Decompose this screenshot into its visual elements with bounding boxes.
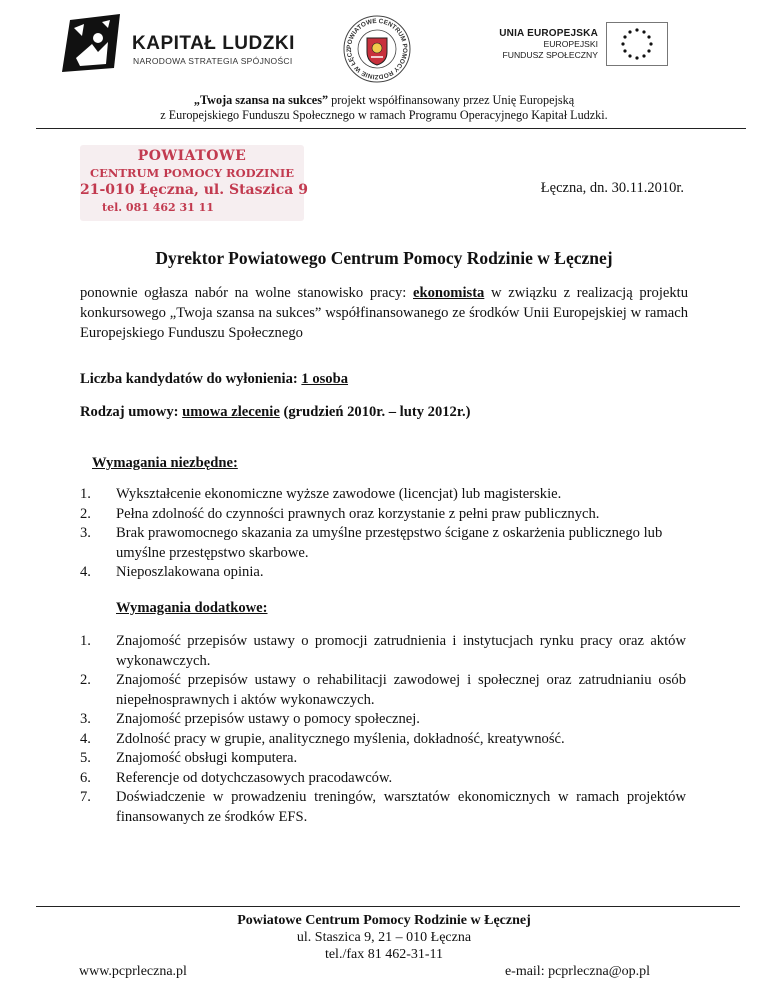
footer-phone: tel./fax 81 462-31-11 (324, 947, 444, 962)
list-item (80, 563, 680, 583)
list-item-text: Znajomość przepisów ustawy o pomocy społecznej. (116, 711, 420, 727)
list-item (80, 505, 680, 525)
list-item-number: 1. (80, 633, 91, 649)
intro-paragraph (80, 283, 688, 343)
contract-value: umowa zlecenie (182, 404, 280, 420)
contract-period: (grudzień 2010r. – luty 2012r.) (279, 404, 471, 420)
list-item-number: 4. (80, 564, 91, 580)
project-desc: projekt współfinansowany przez Unię Europejską (328, 93, 575, 107)
document-date: Łęczna, dn. 30.11.2010r. (540, 180, 684, 196)
kapital-ludzki-subtitle: NARODOWA STRATEGIA SPÓJNOŚCI (133, 56, 293, 66)
footer-email-link[interactable]: e-mail: pcprleczna@op.pl (504, 964, 650, 979)
page-title: Dyrektor Powiatowego Centrum Pomocy Rodzinie w Łęcznej (155, 248, 613, 268)
contract-label: Rodzaj umowy: (80, 404, 183, 420)
list-item-text: Znajomość przepisów ustawy o promocji zatrudnienia i instytucjach rynku pracy oraz aktów wykonawczych. (116, 633, 686, 669)
footer-divider (36, 906, 740, 907)
list-item (80, 788, 686, 827)
list-item (80, 485, 680, 505)
seal-ring-text: POWIATOWE CENTRUM POMOCY RODZINIE W ŁĘCZ (345, 17, 409, 81)
project-line-1 (0, 93, 768, 108)
pcpr-seal-graphic (342, 14, 412, 84)
eu-line-1: EUROPEJSKI (543, 39, 598, 49)
project-name: „Twoja szansa na sukces” (193, 93, 329, 107)
list-item-text: Nieposzlakowana opinia. (116, 564, 264, 580)
intro-after: w związku z realizacją projektu konkursowego „Twoja szansa na sukces” współfinansowanego ze środków Unii Europejskiej w ramach Europejskiego Funduszu Społecznego (80, 285, 688, 341)
kapital-ludzki-emblem-icon (62, 14, 124, 72)
intro-position: ekonomista (413, 285, 485, 301)
list-item-number: 4. (80, 730, 91, 747)
kapital-ludzki-logo (62, 14, 302, 72)
stamp-line-4: tel. 081 462 31 11 (102, 201, 214, 214)
footer-website-link[interactable]: www.pcprleczna.pl (79, 964, 187, 979)
list-item-number: 6. (80, 769, 91, 786)
list-item-number: 2. (80, 505, 91, 522)
intro-before: ponownie ogłasza nabór na wolne stanowisko pracy: (80, 285, 413, 301)
additional-section-title: Wymagania dodatkowe: (116, 600, 268, 616)
kapital-ludzki-title: KAPITAŁ LUDZKI (132, 33, 295, 54)
stamp-line-2: CENTRUM POMOCY RODZINIE (89, 166, 295, 180)
list-item-text: Brak prawomocnego skazania za umyślne przestępstwo ścigane z oskarżenia publicznego lub umyślne przestępstwo skarbowe. (116, 525, 663, 561)
list-item-text: Znajomość obsługi komputera. (116, 750, 298, 766)
pcpr-seal (342, 14, 412, 84)
list-item (80, 730, 686, 750)
additional-list (80, 632, 686, 827)
candidates-value: 1 osoba (301, 371, 349, 387)
list-item (80, 671, 686, 710)
header-divider (36, 128, 746, 129)
footer-address: ul. Staszica 9, 21 – 010 Łęczna (296, 930, 472, 945)
list-item (80, 749, 686, 769)
eu-flag-icon (606, 22, 668, 66)
list-item (80, 710, 686, 730)
project-line-2: z Europejskiego Funduszu Społecznego w ramach Programu Operacyjnego Kapitał Ludzki. (160, 108, 608, 122)
eu-title: UNIA EUROPEJSKA (499, 28, 598, 39)
list-item-text: Doświadczenie w prowadzeniu treningów, warsztatów ekonomicznych w ramach projektów finansowanych ze środków EFS. (116, 789, 686, 825)
project-banner (0, 93, 768, 123)
list-item (80, 632, 686, 671)
list-item-text: Znajomość przepisów ustawy o rehabilitacji zawodowej i społecznej oraz zatrudnianiu osób niepełnosprawnych i aktów wykonawczych. (116, 672, 686, 708)
stamp-line-3: 21-010 Łęczna, ul. Staszica 9 (80, 182, 308, 198)
eu-line-2: FUNDUSZ SPOŁECZNY (502, 50, 598, 60)
list-item-text: Zdolność pracy w grupie, analitycznego myślenia, dokładność, kreatywność. (116, 730, 565, 747)
list-item-number: 5. (80, 750, 91, 766)
stamp-line-1: POWIATOWE (137, 148, 247, 164)
required-list (80, 485, 680, 583)
list-item-text: Wykształcenie ekonomiczne wyższe zawodowe (licencjat) lub magisterskie. (116, 486, 562, 502)
list-item (80, 769, 686, 789)
required-section-title: Wymagania niezbędne: (92, 455, 238, 471)
list-item (80, 524, 680, 563)
list-item-number: 3. (80, 525, 91, 541)
list-item-text: Pełna zdolność do czynności prawnych oraz korzystanie z pełni praw publicznych. (116, 505, 600, 522)
footer-institution: Powiatowe Centrum Pomocy Rodzinie w Łęcznej (237, 913, 531, 928)
list-item-number: 1. (80, 486, 91, 502)
contract-line (80, 404, 471, 421)
list-item-number: 7. (80, 789, 91, 805)
list-item-text: Referencje od dotychczasowych pracodawców. (116, 769, 393, 786)
list-item-number: 3. (80, 711, 91, 727)
list-item-number: 2. (80, 672, 91, 688)
candidates-label: Liczba kandydatów do wyłonienia: (80, 371, 302, 387)
candidates-line (80, 371, 348, 388)
eu-text-block (478, 28, 598, 61)
institution-stamp (80, 145, 308, 221)
